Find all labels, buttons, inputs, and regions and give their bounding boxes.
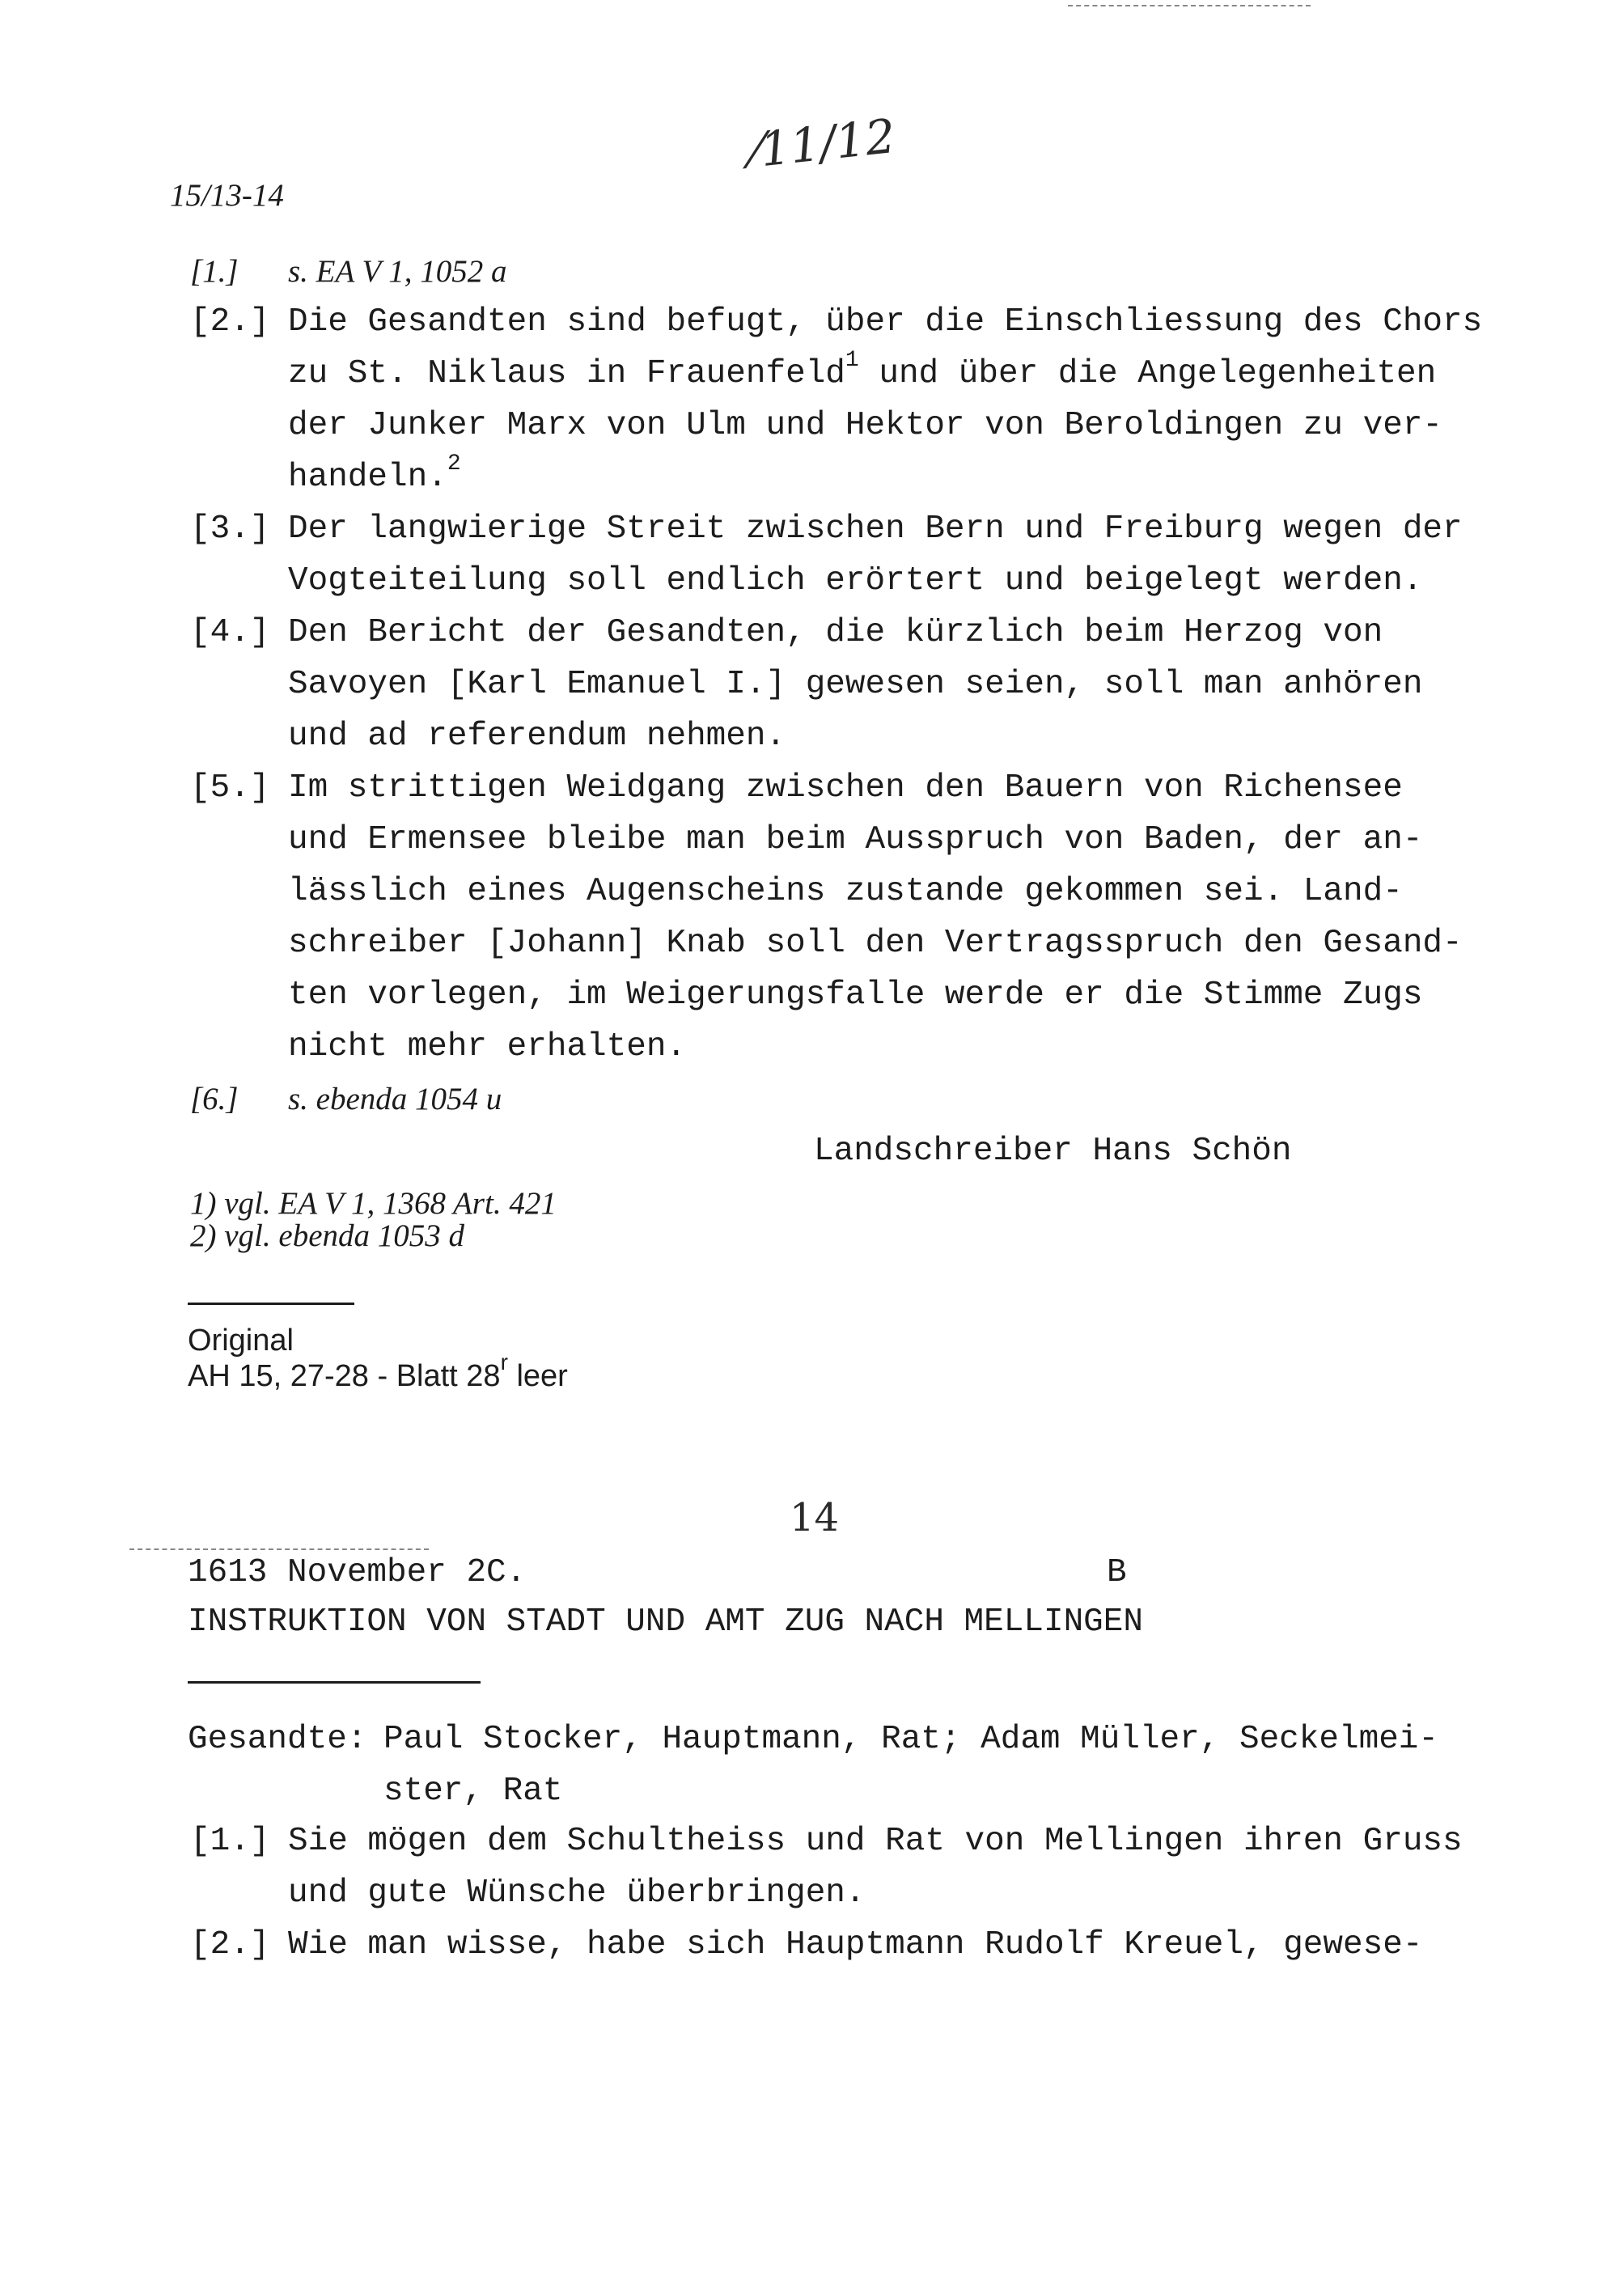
item-text: und Ermensee bleibe man beim Ausspruch von Baden, der an- bbox=[288, 821, 1423, 858]
item-number: [5.] bbox=[190, 769, 270, 807]
envoys-label: Gesandte: bbox=[188, 1721, 367, 1758]
footnote: 2) vgl. ebenda 1053 d bbox=[190, 1218, 465, 1253]
item-number: [3.] bbox=[190, 510, 270, 548]
item-text: Den Bericht der Gesandten, die kürzlich beim Herzog von bbox=[288, 614, 1383, 651]
item-text: Vogteiteilung soll endlich erörtert und beigelegt werden. bbox=[288, 562, 1423, 599]
item-number: [2.] bbox=[190, 1926, 270, 1963]
document-title: INSTRUKTION VON STADT UND AMT ZUG NACH MELLINGEN bbox=[188, 1603, 1143, 1641]
source-reference bbox=[188, 1349, 568, 1393]
item-text: und ad referendum nehmen. bbox=[288, 718, 786, 755]
item-text-segment: und über die Angelegenheiten bbox=[858, 355, 1437, 392]
footnote: 1) vgl. EA V 1, 1368 Art. 421 bbox=[190, 1186, 557, 1221]
item-text: schreiber [Johann] Knab soll den Vertragsspruch den Gesand- bbox=[288, 925, 1463, 962]
divider bbox=[188, 1681, 481, 1684]
footnote-ref: 1 bbox=[845, 348, 859, 373]
source-reference-text: AH 15, 27-28 - Blatt 28 bbox=[188, 1359, 501, 1393]
footnote-ref: 2 bbox=[447, 451, 461, 477]
divider bbox=[188, 1303, 354, 1305]
signature: Landschreiber Hans Schön bbox=[814, 1133, 1292, 1170]
item-text bbox=[288, 451, 461, 496]
document-reference: 15/13-14 bbox=[170, 178, 284, 213]
scan-artifact bbox=[1068, 5, 1311, 6]
item-text: Savoyen [Karl Emanuel I.] gewesen seien, soll man anhören bbox=[288, 666, 1423, 703]
item-text: nicht mehr erhalten. bbox=[288, 1028, 687, 1065]
scan-artifact bbox=[129, 1548, 429, 1550]
document-date: 1613 November 2C. bbox=[188, 1554, 527, 1591]
item-text-segment: zu St. Niklaus in Frauenfeld bbox=[288, 355, 845, 392]
item-text-segment: handeln. bbox=[288, 459, 447, 496]
item-number: [2.] bbox=[190, 303, 270, 341]
page-number: 14 bbox=[790, 1495, 840, 1540]
item-text: lässlich eines Augenscheins zustande gekommen sei. Land- bbox=[288, 873, 1403, 910]
item-text: Der langwierige Streit zwischen Bern und Freiburg wegen der bbox=[288, 510, 1463, 548]
envoys-text: Paul Stocker, Hauptmann, Rat; Adam Müller, Seckelmei- bbox=[383, 1721, 1439, 1758]
item-number: [4.] bbox=[190, 614, 270, 651]
item-text: Die Gesandten sind befugt, über die Einschliessung des Chors bbox=[288, 303, 1483, 341]
item-text: Wie man wisse, habe sich Hauptmann Rudolf Kreuel, gewese- bbox=[288, 1926, 1423, 1963]
item-text: der Junker Marx von Ulm und Hektor von Beroldingen zu ver- bbox=[288, 407, 1443, 444]
envoys-text: ster, Rat bbox=[383, 1773, 563, 1810]
handwritten-mark: ⁄11/12 bbox=[749, 108, 898, 179]
item-text: s. ebenda 1054 u bbox=[288, 1082, 502, 1116]
item-number: [1.] bbox=[190, 254, 239, 289]
document-letter: B bbox=[1107, 1554, 1127, 1591]
source-reference-tail: leer bbox=[507, 1359, 568, 1393]
superscript: r bbox=[500, 1349, 508, 1375]
item-number: [6.] bbox=[190, 1082, 239, 1116]
item-text: Im strittigen Weidgang zwischen den Bauern von Richensee bbox=[288, 769, 1403, 807]
item-number: [1.] bbox=[190, 1823, 270, 1860]
item-text bbox=[288, 348, 1437, 392]
item-text: ten vorlegen, im Weigerungsfalle werde er die Stimme Zugs bbox=[288, 976, 1423, 1014]
item-text: Sie mögen dem Schultheiss und Rat von Mellingen ihren Gruss bbox=[288, 1823, 1463, 1860]
source-label: Original bbox=[188, 1324, 294, 1358]
item-text: und gute Wünsche überbringen. bbox=[288, 1875, 866, 1912]
item-text: s. EA V 1, 1052 a bbox=[288, 254, 507, 289]
